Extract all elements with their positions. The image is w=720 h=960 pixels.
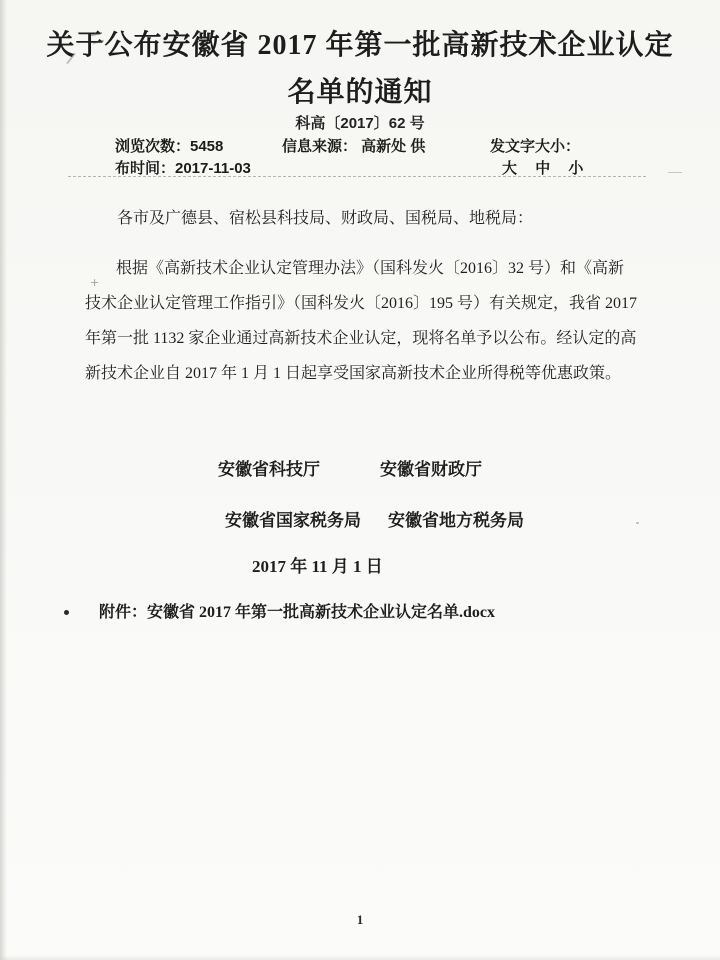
paragraph-line: 新技术企业自 2017 年 1 月 1 日起享受国家高新技术企业所得税等优惠政策。 xyxy=(85,365,622,382)
scan-left-edge-shadow xyxy=(0,0,7,960)
font-size-option-medium[interactable]: 中 xyxy=(535,160,551,177)
salutation: 各市及广德县、宿松县科技局、财政局、国税局、地税局： xyxy=(117,210,534,227)
signature-science-dept: 安徽省科技厅 xyxy=(218,460,320,479)
page-number: 1 xyxy=(356,912,364,927)
scan-artifact-plus: + xyxy=(90,276,100,289)
font-size-option-large[interactable]: 大 xyxy=(502,160,518,177)
signature-national-tax-bureau: 安徽省国家税务局 xyxy=(225,511,361,530)
document-number: 科高〔2017〕62 号 xyxy=(295,115,425,132)
bullet-icon xyxy=(64,610,69,615)
signature-finance-dept: 安徽省财政厅 xyxy=(380,460,482,479)
signature-local-tax-bureau: 安徽省地方税务局 xyxy=(388,511,524,530)
publish-time: 布时间：2017-11-03 xyxy=(115,160,251,177)
scan-artifact-speck xyxy=(636,522,639,524)
dashed-separator xyxy=(68,176,646,177)
title-line-2: 名单的通知 xyxy=(287,77,433,108)
info-source: 信息来源： 高新处 供 xyxy=(282,138,426,155)
paragraph-line: 技术企业认定管理工作指引》（国科发火〔2016〕195 号）有关规定，我省 2017 xyxy=(85,295,638,312)
paragraph-line: 根据《高新技术企业认定管理办法》（国科发火〔2016〕32 号）和《高新 xyxy=(116,260,625,277)
title-line-1: 关于公布安徽省 2017 年第一批高新技术企业认定 xyxy=(46,30,674,61)
page-title xyxy=(0,22,720,116)
views-count: 浏览次数：5458 xyxy=(115,138,224,155)
font-size-option-small[interactable]: 小 xyxy=(568,160,584,177)
font-size-label: 发文字大小： xyxy=(490,138,581,155)
scan-bottom-edge-shadow xyxy=(0,955,720,960)
body-paragraph xyxy=(85,251,645,391)
signature-date: 2017 年 11 月 1 日 xyxy=(252,557,383,576)
meta-views-and-time xyxy=(115,136,251,180)
attachment-link[interactable]: 附件：安徽省 2017 年第一批高新技术企业认定名单.docx xyxy=(99,604,496,621)
font-size-control xyxy=(490,136,597,180)
scan-artifact-speck xyxy=(668,172,682,173)
paragraph-line: 年第一批 1132 家企业通过高新技术企业认定，现将名单予以公布。经认定的高 xyxy=(85,330,637,347)
